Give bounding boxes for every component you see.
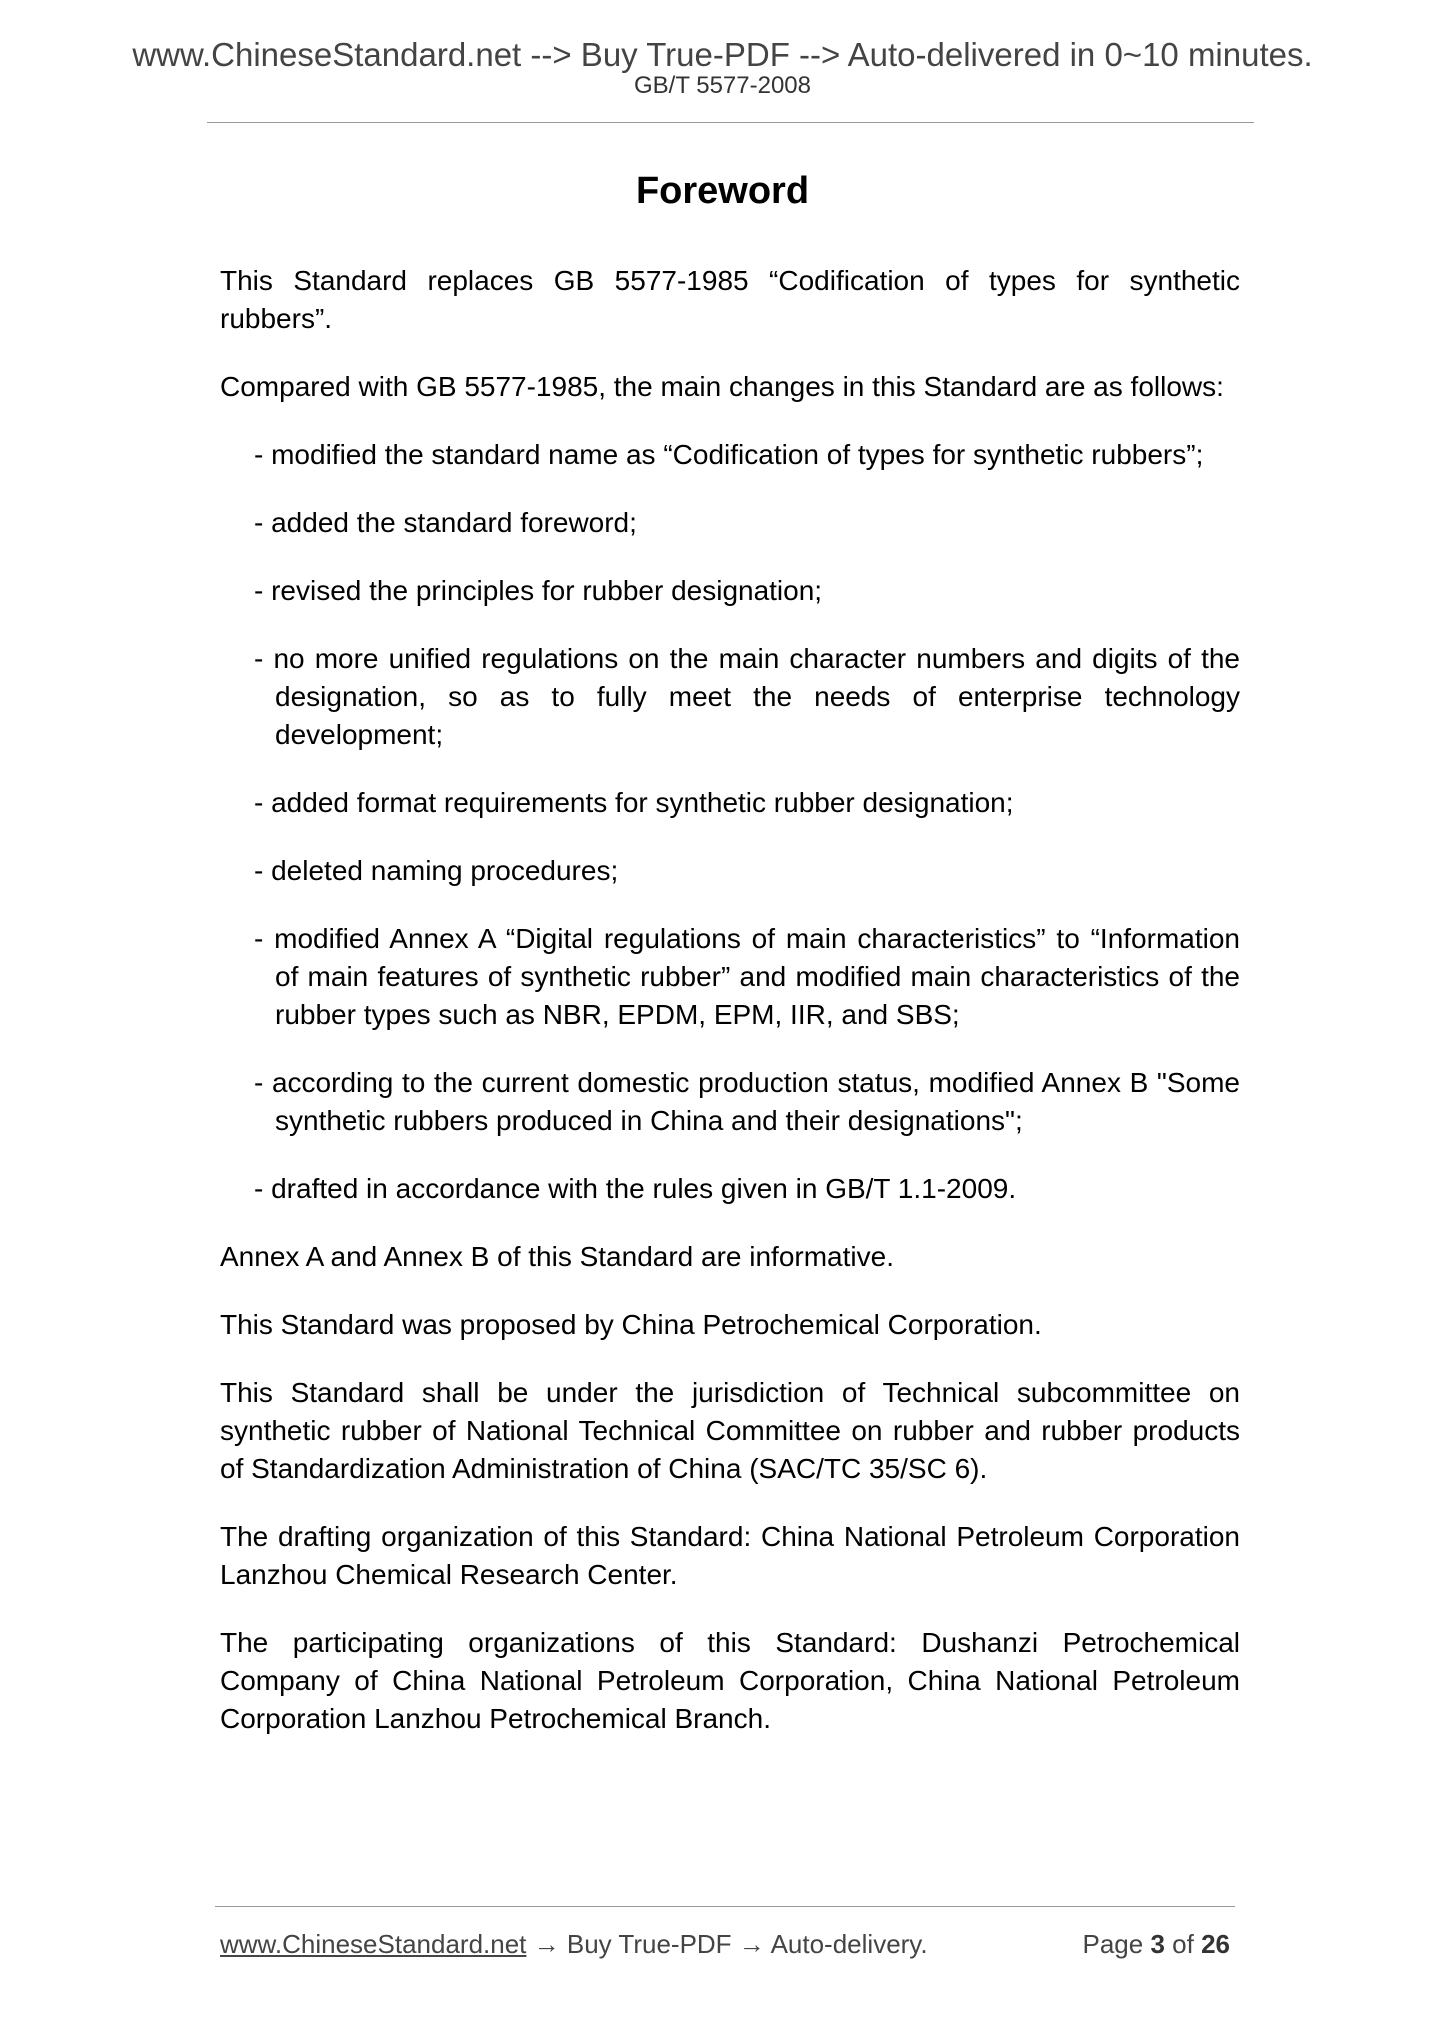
intro-paragraph-2: Compared with GB 5577-1985, the main changes in this Standard are as follows: bbox=[220, 371, 1224, 402]
footer-tagline: → Buy True-PDF → Auto-delivery. bbox=[526, 1929, 928, 1959]
list-item: - modified Annex A “Digital regulations of main characteristics” to “Information of main features of synthetic rubber” and modified main characteristics of the rubber types such as NBR, EPDM, EPM, IIR, and SBS; bbox=[254, 923, 1240, 1030]
footer-promo bbox=[220, 1927, 928, 1961]
page-current: 3 bbox=[1150, 1929, 1165, 1959]
proposer-paragraph: This Standard was proposed by China Petrochemical Corporation. bbox=[220, 1309, 1042, 1340]
participating-orgs-paragraph: The participating organizations of this Standard: Dushanzi Petrochemical Company of China National Petroleum Corporation, China National Petroleum Corporation Lanzhou Petrochemical Branch. bbox=[220, 1627, 1240, 1734]
top-banner: www.ChineseStandard.net --> Buy True-PDF --> Auto-delivered in 0~10 minutes. bbox=[132, 36, 1313, 73]
drafting-org-paragraph: The drafting organization of this Standard: China National Petroleum Corporation Lanzhou Chemical Research Center. bbox=[220, 1521, 1240, 1590]
footer-divider bbox=[215, 1906, 1235, 1907]
page-total: 26 bbox=[1201, 1929, 1230, 1959]
list-item: - according to the current domestic production status, modified Annex B "Some synthetic rubbers produced in China and their designations"; bbox=[254, 1067, 1240, 1136]
foreword-body bbox=[220, 262, 1240, 1768]
document-code: GB/T 5577-2008 bbox=[633, 72, 811, 99]
page-number bbox=[1082, 1927, 1230, 1961]
list-item: - no more unified regulations on the main character numbers and digits of the designation, so as to fully meet the needs of enterprise technology development; bbox=[254, 643, 1240, 750]
list-item: - deleted naming procedures; bbox=[254, 855, 619, 886]
page-of: of bbox=[1172, 1929, 1194, 1959]
annex-note: Annex A and Annex B of this Standard are informative. bbox=[220, 1241, 894, 1272]
list-item: - added the standard foreword; bbox=[254, 507, 637, 538]
list-item: - revised the principles for rubber designation; bbox=[254, 575, 823, 606]
jurisdiction-paragraph: This Standard shall be under the jurisdiction of Technical subcommittee on synthetic rubber of National Technical Committee on rubber and rubber products of Standardization Administration of China (SAC/TC 35/SC 6). bbox=[220, 1377, 1240, 1484]
intro-paragraph-1: This Standard replaces GB 5577-1985 “Codification of types for synthetic rubbers”. bbox=[220, 265, 1240, 334]
header-divider bbox=[207, 122, 1254, 123]
page-title: Foreword bbox=[635, 170, 810, 212]
list-item: - drafted in accordance with the rules given in GB/T 1.1-2009. bbox=[254, 1173, 1017, 1204]
page-word: Page bbox=[1082, 1929, 1144, 1959]
list-item: - modified the standard name as “Codification of types for synthetic rubbers”; bbox=[254, 439, 1204, 470]
page-footer bbox=[220, 1927, 1230, 1961]
changes-list bbox=[220, 436, 1240, 1208]
footer-site-link[interactable]: www.ChineseStandard.net bbox=[220, 1929, 527, 1959]
list-item: - added format requirements for synthetic rubber designation; bbox=[254, 787, 1014, 818]
